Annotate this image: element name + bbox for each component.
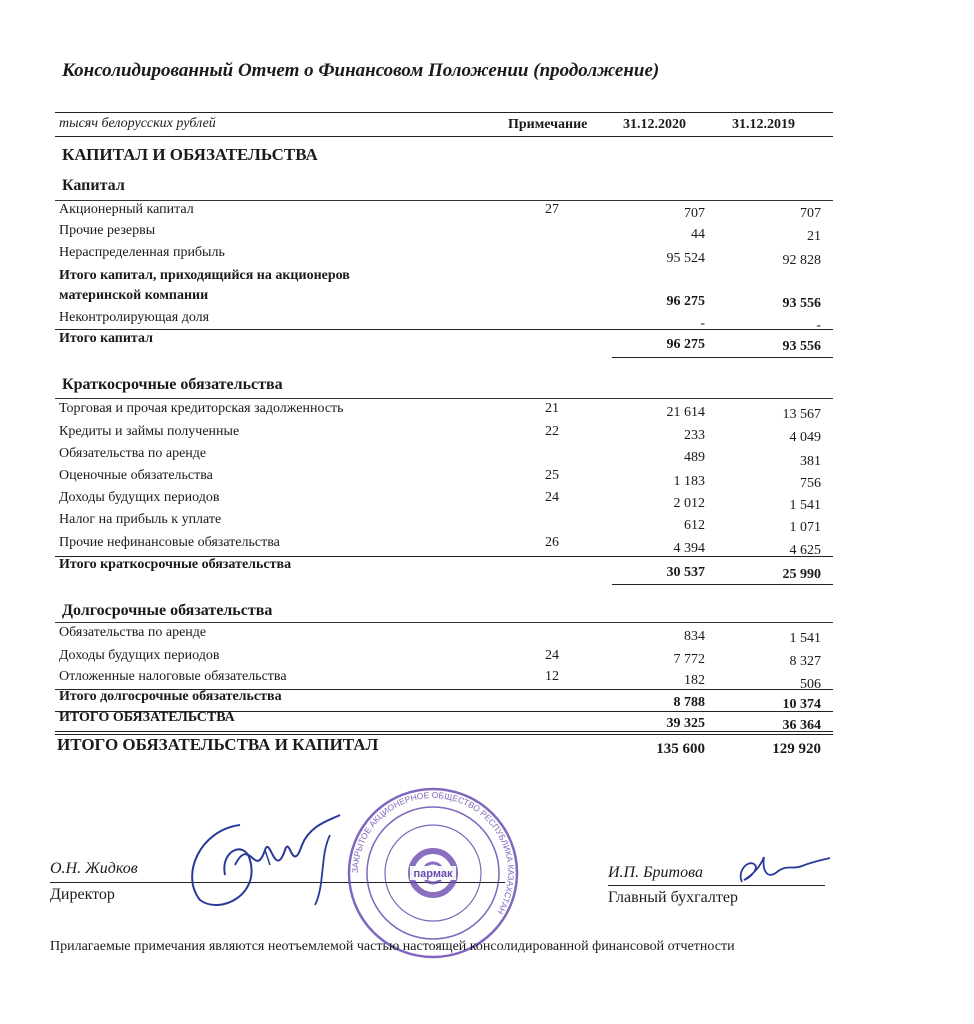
table-row: Неконтролирующая доля - -: [59, 310, 821, 333]
total-underline: [612, 584, 833, 585]
table-row: Отложенные налоговые обязательства 12 182 506: [59, 669, 821, 692]
table-row: Налог на прибыль к уплате 612 1 071: [59, 512, 821, 535]
current-liabilities-heading: Краткосрочные обязательства: [62, 376, 283, 393]
table-row-total-equity: Итого капитал 96 275 93 556: [59, 331, 821, 354]
table-row: Кредиты и займы полученные 22 233 4 049: [59, 424, 821, 445]
header-top-rule: [55, 112, 833, 113]
table-row: Доходы будущих периодов 24 7 772 8 327: [59, 648, 821, 669]
document-title: Консолидированный Отчет о Финансовом Положении (продолжение): [62, 60, 660, 81]
total-underline: [612, 357, 833, 358]
main-heading: КАПИТАЛ И ОБЯЗАТЕЛЬСТВА: [62, 145, 318, 164]
table-row: Торговая и прочая кредиторская задолженность 21 21 614 13 567: [59, 401, 821, 422]
table-row: Обязательства по аренде 489 381: [59, 446, 821, 469]
table-row: Прочие резервы 44 21: [59, 223, 821, 244]
company-stamp-icon: [346, 786, 520, 960]
footer-note: Прилагаемые примечания являются неотъемлемой частью настоящей консолидированной финансовой отчетности: [50, 939, 735, 954]
table-row-grand-total: ИТОГО ОБЯЗАТЕЛЬСТВА И КАПИТАЛ 135 600 129 920: [57, 735, 821, 757]
equity-heading: Капитал: [62, 177, 125, 194]
date1-column-header: 31.12.2020: [623, 117, 686, 132]
section-rule: [55, 398, 833, 399]
section-rule: [55, 200, 833, 201]
table-row: Оценочные обязательства 25 1 183 756: [59, 468, 821, 491]
stamp-ring-text: ЗАКРЫТОЕ АКЦИОНЕРНОЕ ОБЩЕСТВО РЕСПУБЛИКА КАЗАХСТАН: [349, 789, 517, 916]
accountant-name: И.П. Бритова: [608, 864, 703, 881]
note-column-header: Примечание: [508, 117, 588, 132]
table-row-total-current: Итого краткосрочные обязательства 30 537 25 990: [59, 557, 821, 582]
table-row-total-noncurrent: Итого долгосрочные обязательства 8 788 10 374: [59, 689, 821, 712]
units-label: тысяч белорусских рублей: [59, 116, 216, 131]
section-rule: [55, 622, 833, 623]
table-header: [55, 114, 833, 137]
table-row: Нераспределенная прибыль 95 524 92 828: [59, 245, 821, 268]
table-row-total-liabilities: ИТОГО ОБЯЗАТЕЛЬСТВА 39 325 36 364: [59, 710, 821, 733]
table-row: Акционерный капитал 27 707 707: [59, 202, 821, 221]
table-row: Прочие нефинансовые обязательства 26 4 394 4 625: [59, 535, 821, 558]
noncurrent-liabilities-heading: Долгосрочные обязательства: [62, 602, 273, 619]
table-row: Обязательства по аренде 834 1 541: [59, 625, 821, 646]
director-role: Директор: [50, 886, 115, 903]
total-rule: [55, 329, 833, 330]
table-row: Доходы будущих периодов 24 2 012 1 541: [59, 490, 821, 513]
date2-column-header: 31.12.2019: [732, 117, 795, 132]
stamp-logo-text: пармак: [413, 868, 453, 880]
accountant-signature-icon: [732, 852, 832, 888]
accountant-role: Главный бухгалтер: [608, 889, 738, 906]
table-row-parent-equity: Итого капитал, приходящийся на акционеров материнской компании 96 275 93 556: [59, 268, 821, 311]
director-name: О.Н. Жидков: [50, 860, 138, 877]
